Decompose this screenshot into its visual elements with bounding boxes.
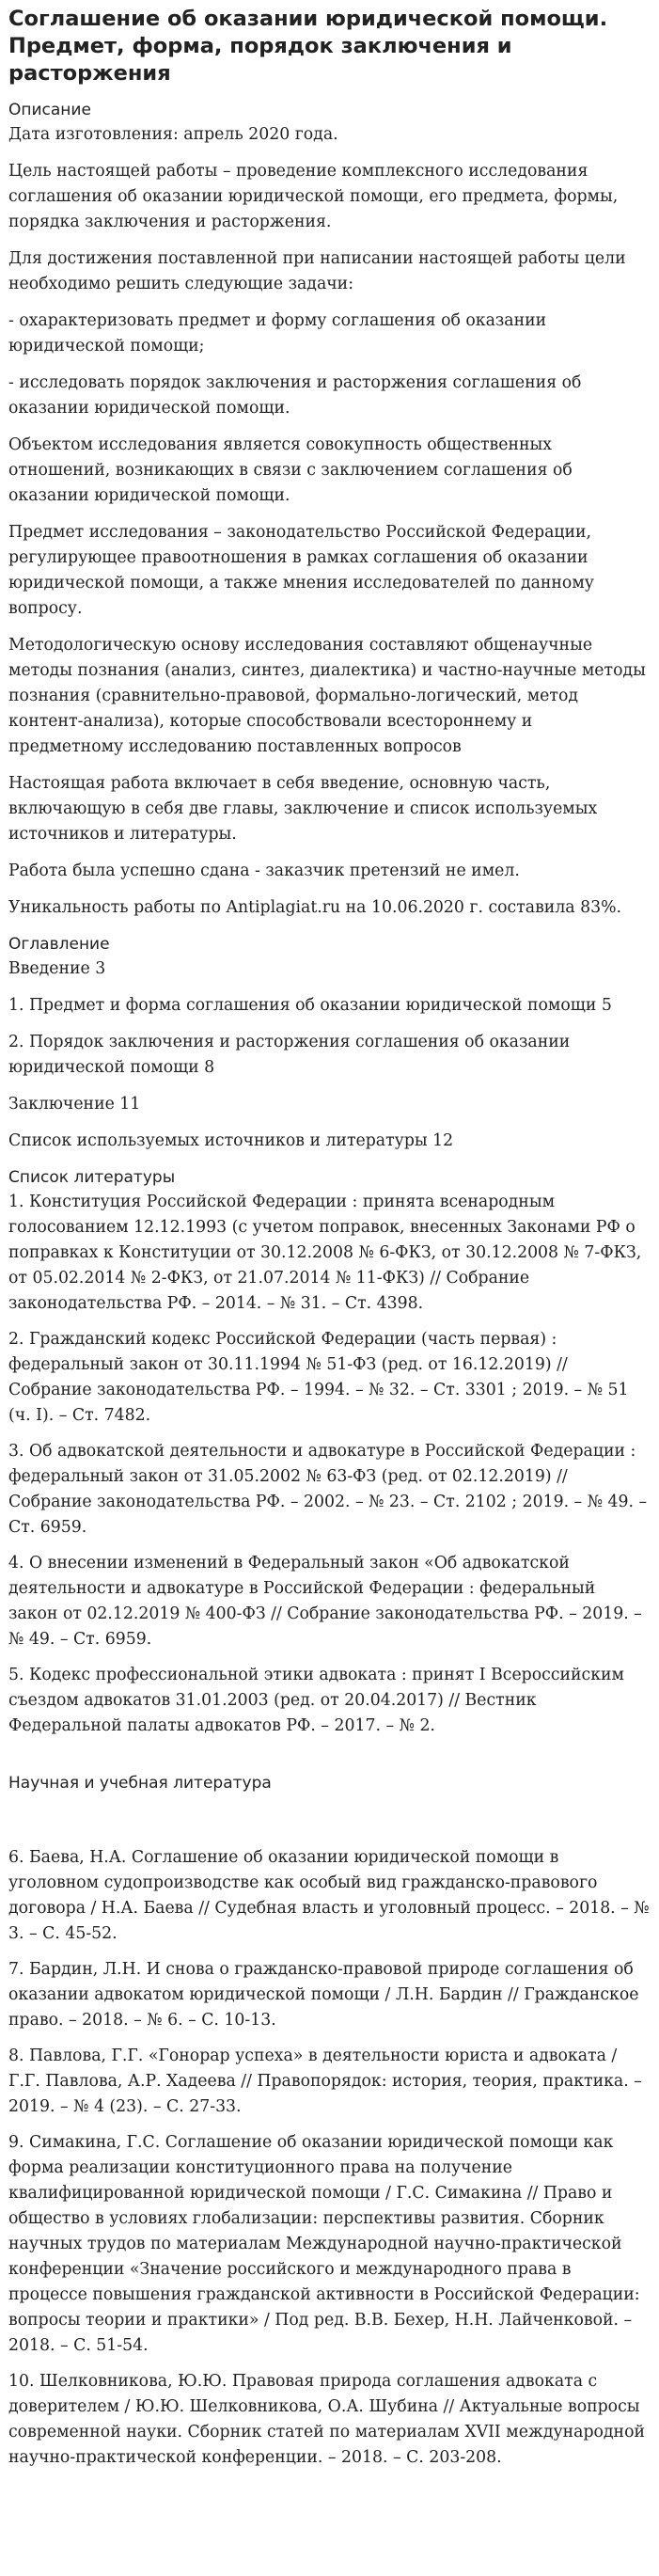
description-paragraph: Работа была успешно сдана - заказчик претензий не имел. [8, 861, 520, 880]
page-title: Соглашение об оказании юридической помощи. Предмет, форма, порядок заключения и расторжения [8, 7, 608, 86]
reference-item: 1. Конституция Российской Федерации : принята всенародным голосованием 12.12.1993 (с учетом поправок, внесенных Законами РФ о поправках к Конституции от 30.12.2008 № 6-ФКЗ, от 30.12.2008 № 7-ФКЗ, от 05.02.2014 № 2-ФКЗ, от 21.07.2014 № 11-ФКЗ) // Собрание законодательства РФ. – 2014. – № 31. – Ст. 4398. [8, 1193, 642, 1313]
literature-subheading: Научная и учебная литература [8, 1774, 272, 1793]
toc-item: Список используемых источников и литературы 12 [8, 1131, 454, 1150]
toc-section [8, 932, 650, 1154]
description-paragraph: Объектом исследования является совокупность общественных отношений, возникающих в связи с заключением соглашения об оказании юридической помощи. [8, 435, 573, 505]
reference-item: 4. О внесении изменений в Федеральный закон «Об адвокатской деятельности и адвокатуре в Российской Федерации : федеральный закон от 02.12.2019 № 400-ФЗ // Собрание законодательства РФ. – 2019. – № 49. – Ст. 6959. [8, 1554, 642, 1649]
description-paragraph: Уникальность работы по Antiplagiat.ru на 10.06.2020 г. составила 83%. [8, 898, 622, 917]
toc-item: Введение 3 [8, 959, 106, 978]
description-paragraph: - охарактеризовать предмет и форму соглашения об оказании юридической помощи; [8, 311, 547, 356]
reference-item: 6. Баева, Н.А. Соглашение об оказании юридической помощи в уголовном судопроизводстве как особый вид гражданско-правового договора / Н.А. Баева // Судебная власть и уголовный процесс. – 2018. – № 3. – С. 45-52. [8, 1848, 650, 1943]
description-paragraph: Предмет исследования – законодательство Российской Федерации, регулирующее правоотношения в рамках соглашения об оказании юридической помощи, а также мнения исследователей по данному вопросу. [8, 523, 594, 618]
reference-item: 8. Павлова, Г.Г. «Гонорар успеха» в деятельности юриста и адвоката / Г.Г. Павлова, А.Р. Хадеева // Правопорядок: история, теория, практика. – 2019. – № 4 (23). – С. 27-33. [8, 2047, 642, 2116]
description-section [8, 98, 650, 921]
description-paragraph: Методологическую основу исследования составляют общенаучные методы познания (анализ, синтез, диалектика) и частно-научные методы познания (сравнительно-правовой, формально-логический, метод контент-анализа), которые способствовали всестороннему и предметному исследованию поставленных вопросов [8, 636, 646, 756]
toc-item: 1. Предмет и форма соглашения об оказании юридической помощи 5 [8, 996, 612, 1015]
toc-label: Оглавление [8, 935, 110, 954]
description-paragraph: Для достижения поставленной при написании настоящей работы цели необходимо решить следующие задачи: [8, 249, 626, 293]
creation-date: Дата изготовления: апрель 2020 года. [8, 125, 338, 144]
description-paragraph: Цель настоящей работы – проведение комплексного исследования соглашения об оказании юридической помощи, его предмета, формы, порядка заключения и расторжения. [8, 162, 619, 231]
reference-item: 10. Шелковникова, Ю.Ю. Правовая природа соглашения адвоката с доверителем / Ю.Ю. Шелковникова, О.А. Шубина // Актуальные вопросы современной науки. Сборник статей по материалам XVII международной научно-практической конференции. – 2018. – С. 203-208. [8, 2372, 645, 2467]
reference-item: 2. Гражданский кодекс Российской Федерации (часть первая) : федеральный закон от 30.11.1994 № 51-ФЗ (ред. от 16.12.2019) // Собрание законодательства РФ. – 1994. – № 32. – Ст. 3301 ; 2019. – № 51 (ч. I). – Ст. 7482. [8, 1330, 629, 1425]
references-section [8, 1165, 650, 2471]
references-label: Список литературы [8, 1168, 176, 1187]
description-paragraph: - исследовать порядок заключения и расторжения соглашения об оказании юридической помощи. [8, 373, 582, 418]
description-paragraph: Настоящая работа включает в себя введение, основную часть, включающую в себя две главы, заключение и список используемых источников и литературы. [8, 774, 598, 844]
description-label: Описание [8, 101, 91, 119]
reference-item: 5. Кодекс профессиональной этики адвоката : принят I Всероссийским съездом адвокатов 31.01.2003 (ред. от 20.04.2017) // Вестник Федеральной палаты адвокатов РФ. – 2017. – № 2. [8, 1666, 624, 1735]
reference-item: 9. Симакина, Г.С. Соглашение об оказании юридической помощи как форма реализации конституционного права на получение квалифицированной юридической помощи / Г.С. Симакина // Право и общество в условиях глобализации: перспективы развития. Сборник научных трудов по материалам Международной научно-практической конференции «Значение российского и международного права в процессе повышения гражданской активности в Российской Федерации: вопросы теории и практики» / Под ред. В.В. Бехер, Н.Н. Лайченковой. – 2018. – С. 51-54. [8, 2133, 640, 2355]
toc-item: 2. Порядок заключения и расторжения соглашения об оказании юридической помощи 8 [8, 1033, 571, 1077]
reference-item: 3. Об адвокатской деятельности и адвокатуре в Российской Федерации : федеральный закон от 31.05.2002 № 63-ФЗ (ред. от 02.12.2019) // Собрание законодательства РФ. – 2002. – № 23. – Ст. 2102 ; 2019. – № 49. – Ст. 6959. [8, 1442, 648, 1537]
toc-item: Заключение 11 [8, 1095, 141, 1114]
reference-item: 7. Бардин, Л.Н. И снова о гражданско-правовой природе соглашения об оказании адвокатом юридической помощи / Л.Н. Бардин // Гражданское право. – 2018. – № 6. – С. 10-13. [8, 1960, 639, 2030]
